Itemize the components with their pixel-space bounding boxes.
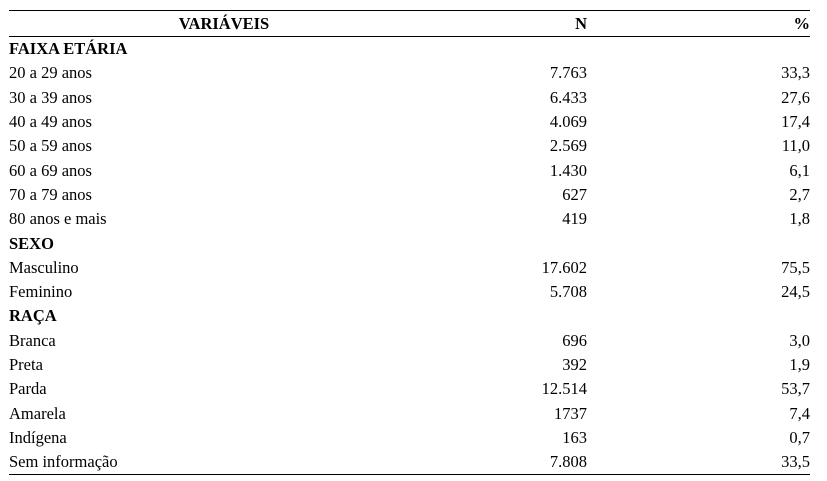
row-count: 1.430 (549, 160, 587, 180)
row-label: 50 a 59 anos (9, 136, 92, 156)
row-percent: 75,5 (781, 257, 810, 277)
row-percent: 1,9 (789, 355, 810, 374)
table-row (9, 158, 810, 182)
section-title: RAÇA (9, 306, 57, 326)
row-count: 5.708 (549, 282, 587, 302)
row-count: 7.763 (549, 63, 587, 83)
row-label: 80 anos e mais (9, 209, 107, 229)
row-label: Amarela (9, 403, 66, 423)
header-percent: % (793, 14, 810, 33)
row-percent: 11,0 (781, 136, 810, 156)
row-count: 7.808 (439, 450, 587, 475)
header-variables: VARIÁVEIS (178, 14, 270, 33)
row-percent: 3,0 (789, 330, 810, 350)
table-row (9, 183, 810, 207)
row-label: 20 a 29 anos (9, 63, 92, 83)
row-count: 696 (562, 330, 587, 350)
row-percent: 7,4 (789, 403, 810, 423)
data-table (9, 10, 810, 475)
row-percent: 33,5 (587, 450, 810, 475)
table-row (9, 401, 810, 425)
row-percent: 24,5 (781, 282, 810, 302)
row-count: 6.433 (549, 87, 587, 107)
row-label: Feminino (9, 282, 73, 302)
table-row (9, 61, 810, 85)
row-count: 17.602 (541, 257, 587, 277)
row-label: 60 a 69 anos (9, 160, 92, 180)
table-row (9, 426, 810, 450)
table-row (9, 280, 810, 304)
row-percent: 33,3 (781, 63, 810, 83)
row-count: 392 (562, 355, 587, 374)
header-n: N (575, 14, 587, 33)
row-percent: 6,1 (789, 160, 810, 180)
section-row (9, 231, 810, 255)
section-row (9, 37, 810, 62)
table-row (9, 450, 810, 475)
row-label: 70 a 79 anos (9, 184, 92, 204)
row-percent: 2,7 (789, 184, 810, 204)
row-label: Indígena (9, 427, 67, 447)
table-header (9, 11, 810, 37)
row-count: 419 (562, 209, 587, 229)
row-label: Preta (9, 355, 43, 374)
section-title: SEXO (9, 233, 54, 253)
table-row (9, 86, 810, 110)
data-table-container (9, 10, 810, 475)
table-row (9, 329, 810, 353)
table-row (9, 256, 810, 280)
table-row (9, 353, 810, 377)
row-percent: 1,8 (789, 209, 810, 229)
row-count: 4.069 (549, 112, 587, 132)
row-count: 627 (562, 184, 587, 204)
header-row (9, 11, 810, 37)
row-label: Masculino (9, 257, 79, 277)
row-count: 2.569 (549, 136, 587, 156)
table-body (9, 37, 810, 475)
row-count: 1737 (554, 403, 587, 423)
table-row (9, 134, 810, 158)
row-label: 40 a 49 anos (9, 112, 92, 132)
table-row (9, 207, 810, 231)
row-label: 30 a 39 anos (9, 87, 92, 107)
row-label: Sem informação (9, 450, 439, 475)
row-label: Branca (9, 330, 56, 350)
row-label: Parda (9, 379, 47, 399)
row-percent: 53,7 (781, 379, 810, 399)
table-row (9, 110, 810, 134)
row-percent: 0,7 (789, 427, 810, 447)
section-title: FAIXA ETÁRIA (9, 39, 128, 59)
table-row (9, 377, 810, 401)
row-count: 163 (562, 427, 587, 447)
row-percent: 27,6 (781, 87, 810, 107)
row-percent: 17,4 (781, 112, 810, 132)
row-count: 12.514 (541, 379, 587, 399)
section-row (9, 304, 810, 328)
